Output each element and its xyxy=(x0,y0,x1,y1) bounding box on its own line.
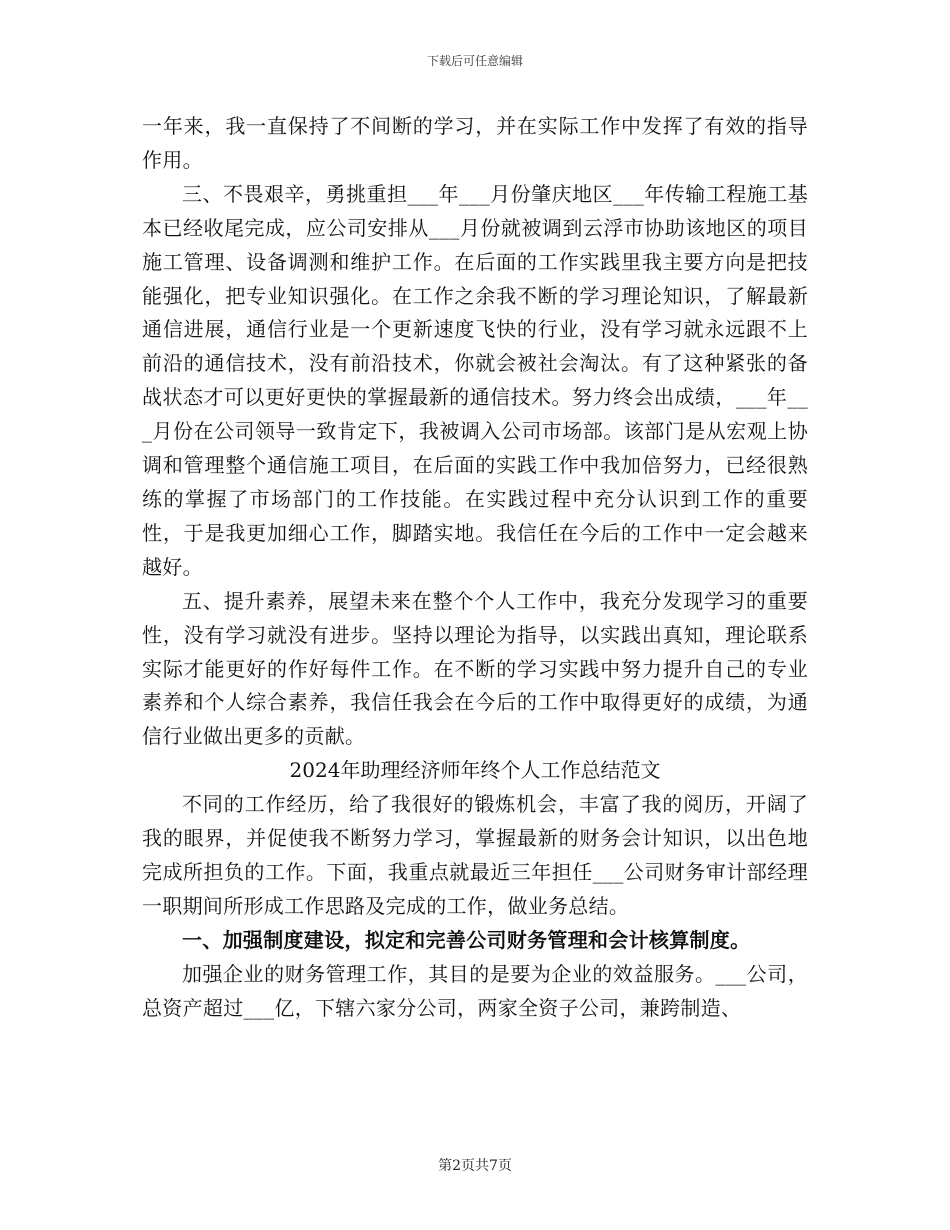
paragraph-continuation: 一年来，我一直保持了不间断的学习，并在实际工作中发挥了有效的指导作用。 xyxy=(142,114,808,172)
paragraph-intro: 不同的工作经历，给了我很好的锻炼机会，丰富了我的阅历，开阔了我的眼界，并促使我不断努力学习，掌握最新的财务会计知识，以出色地完成所担负的工作。下面，我重点就最近三年担任___公司财务审计部经理一职期间所形成工作思路及完成的工作，做业务总结。 xyxy=(142,792,808,918)
section-heading: 一、加强制度建设，拟定和完善公司财务管理和会计核算制度。 xyxy=(182,927,751,952)
document-body xyxy=(142,110,808,1025)
page-header: 下载后可任意编辑 xyxy=(426,54,523,68)
page-number: 第2页共7页 xyxy=(438,1158,512,1174)
paragraph-section-five: 五、提升素养，展望未来在整个个人工作中，我充分发现学习的重要性，没有学习就没有进步。坚持以理论为指导，以实践出真知，理论联系实际才能更好的作好每件工作。在不断的学习实践中努力提升自己的专业素养和个人综合素养，我信任我会在今后的工作中取得更好的成绩，为通信行业做出更多的贡献。 xyxy=(142,588,808,749)
article-title: 2024年助理经济师年终个人工作总结范文 xyxy=(289,758,661,783)
paragraph-section-one: 加强企业的财务管理工作，其目的是要为企业的效益服务。___公司，总资产超过___亿，下辖六家分公司，两家全资子公司，兼跨制造、 xyxy=(142,961,808,1020)
paragraph-section-three: 三、不畏艰辛，勇挑重担___年___月份肇庆地区___年传输工程施工基本已经收尾完成，应公司安排从___月份就被调到云浮市协助该地区的项目施工管理、设备调测和维护工作。在后面的工作实践里我主要方向是把技能强化，把专业知识强化。在工作之余我不断的学习理论知识，了解最新通信进展，通信行业是一个更新速度飞快的行业，没有学习就永远跟不上前沿的通信技术，没有前沿技术，你就会被社会淘汰。有了这种紧张的备战状态才可以更好更快的掌握最新的通信技术。努力终会出成绩，___年___月份在公司领导一致肯定下，我被调入公司市场部。该部门是从宏观上协调和管理整个通信施工项目，在后面的实践工作中我加倍努力，已经很熟练的掌握了市场部门的工作技能。在实践过程中充分认识到工作的重要性，于是我更加细心工作，脚踏实地。我信任在今后的工作中一定会越来越好。 xyxy=(142,181,808,579)
